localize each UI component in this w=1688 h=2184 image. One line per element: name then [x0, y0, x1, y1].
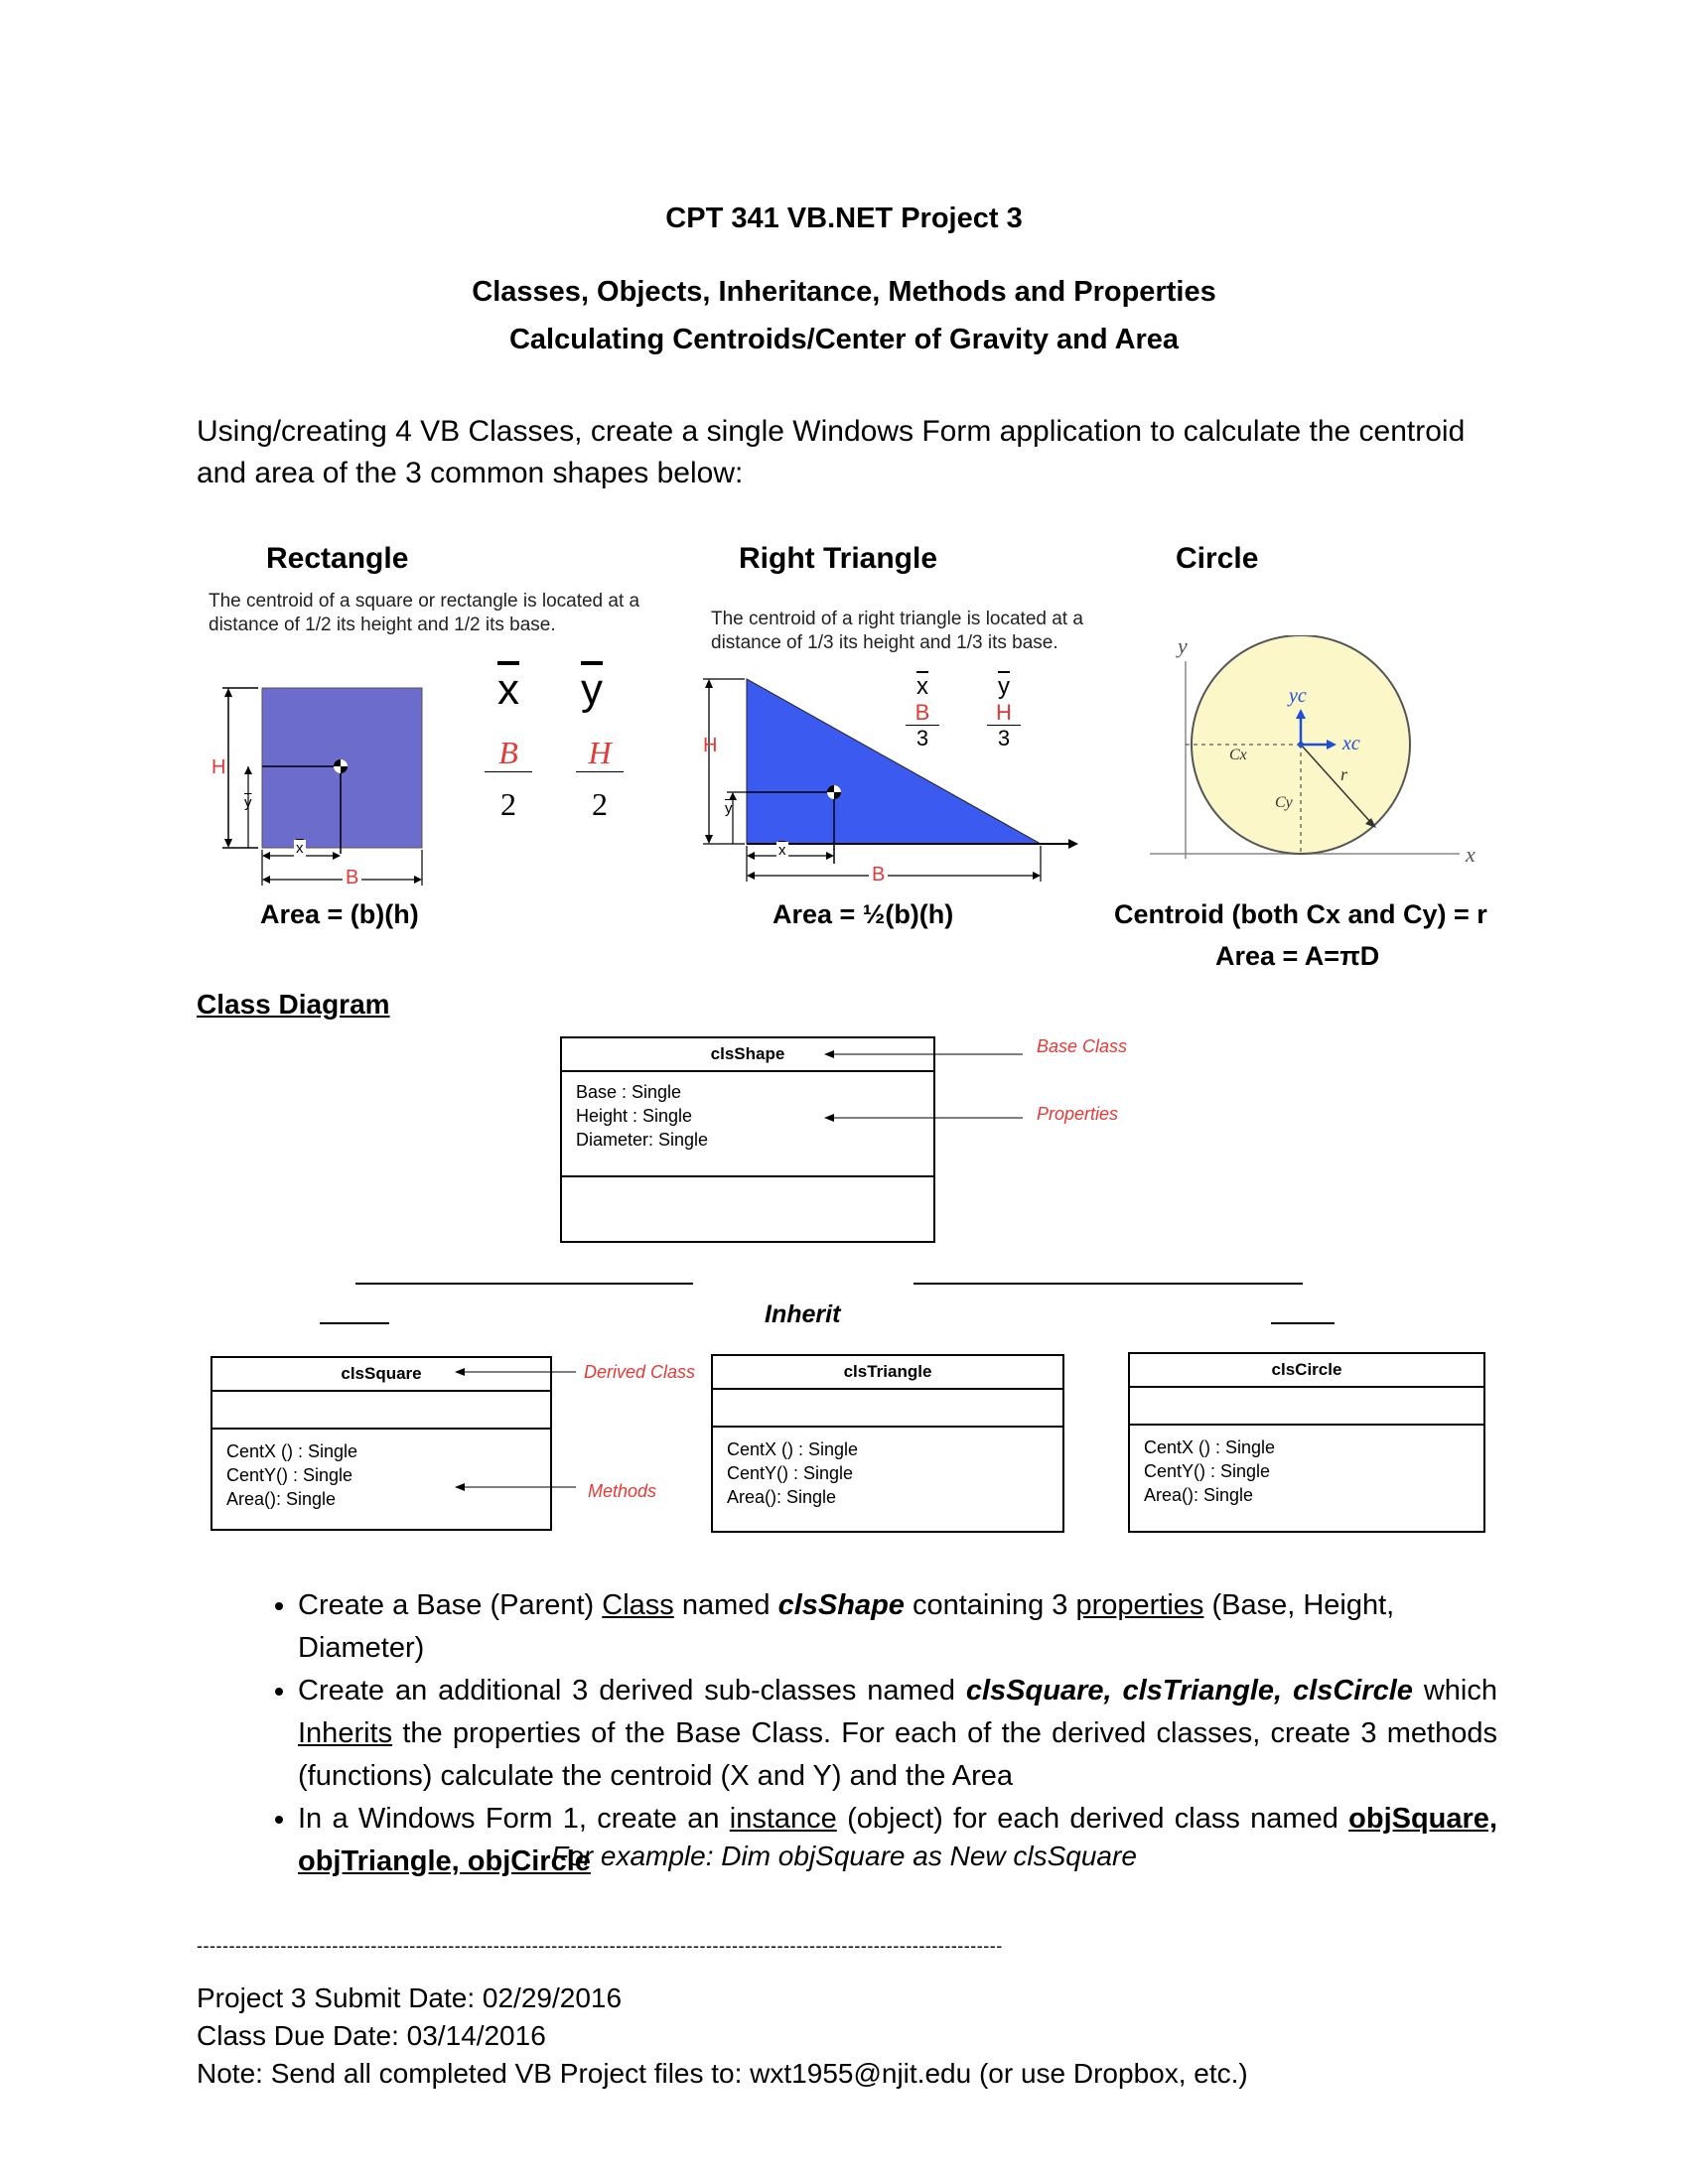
uml-method: CentX () : Single: [226, 1441, 358, 1461]
uml-method: CentY() : Single: [226, 1465, 353, 1485]
circle-label-cx: Cx: [1229, 747, 1247, 763]
rectangle-y-denominator: 2: [592, 786, 608, 822]
rectangle-label-xbar: $\overline{x}$: [296, 840, 304, 857]
requirements-list: [197, 1584, 1497, 1883]
class-diagram-heading: Class Diagram: [197, 989, 390, 1020]
bold-underlined-text: objSquare, objTriangle, objCircle: [298, 1803, 1497, 1877]
bullet-item: [298, 1670, 1497, 1798]
uml-derived-class-clstriangle: [711, 1354, 1064, 1533]
text-span: Create an additional 3 derived sub-classes named: [298, 1675, 966, 1706]
circle-label-cy: Cy: [1275, 794, 1293, 811]
uml-class-name: clsSquare: [341, 1364, 422, 1383]
text-span: Create a Base (Parent): [298, 1589, 603, 1621]
rectangle-caption: The centroid of a square or rectangle is located at a distance of 1/2 its height and 1/2 its base.: [209, 591, 640, 635]
text-span: (Base, Height, Diameter): [298, 1589, 1395, 1664]
bullet-item: [298, 1584, 1497, 1670]
example-line: For example: Dim objSquare as New clsSquare: [551, 1841, 1137, 1871]
bold-italic-text: clsSquare, clsTriangle, clsCircle: [965, 1675, 1413, 1706]
page-title: CPT 341 VB.NET Project 3: [665, 203, 1023, 234]
uml-class-name: clsTriangle: [843, 1362, 932, 1381]
text-span: (object) for each derived class named: [836, 1803, 1349, 1835]
uml-method: CentY() : Single: [727, 1463, 854, 1483]
uml-property: Diameter: Single: [576, 1130, 709, 1150]
uml-property: Base : Single: [576, 1082, 682, 1102]
text-span: which: [1412, 1675, 1497, 1706]
due-date: Class Due Date: 03/14/2016: [197, 2020, 546, 2051]
triangle-ybar-symbol: $\overline{y}$: [998, 673, 1010, 700]
submission-note: Note: Send all completed VB Project files to: wxt1955@njit.edu (or use Dropbox, etc.): [197, 2058, 1248, 2089]
underlined-text: instance: [729, 1803, 837, 1835]
triangle-x-denominator: 3: [915, 726, 929, 751]
circle-axis-y: y: [1178, 633, 1188, 658]
circle-label-yc: yc: [1289, 685, 1307, 707]
page-subtitle-2: Calculating Centroids/Center of Gravity and Area: [508, 324, 1180, 355]
triangle-label-b: B: [869, 864, 888, 887]
underlined-text: Class: [602, 1589, 674, 1621]
circle-area: Area = A=πD: [1215, 941, 1380, 971]
rectangle-y-numerator: H: [576, 735, 624, 772]
triangle-label-xbar: $\overline{x}$: [778, 842, 786, 859]
page-subtitle-1: Classes, Objects, Inheritance, Methods and Properties: [472, 276, 1216, 308]
rectangle-area: Area = (b)(h): [260, 899, 419, 929]
text-span: the properties of the Base Class. For each of the derived classes, create 3 methods (functions) calculate the centroid (X and Y) and the Area: [298, 1717, 1497, 1792]
uml-method: CentY() : Single: [1144, 1461, 1271, 1481]
uml-method: Area(): Single: [226, 1489, 337, 1509]
base-class-annotation: Base Class: [1037, 1036, 1128, 1056]
rectangle-figure: [199, 675, 635, 898]
uml-class-name: clsShape: [710, 1044, 785, 1063]
methods-annotation: Methods: [588, 1481, 657, 1501]
text-span: named: [673, 1589, 778, 1621]
uml-method: CentX () : Single: [727, 1439, 859, 1459]
triangle-area: Area = ½(b)(h): [773, 899, 954, 929]
triangle-y-numerator: H: [987, 701, 1021, 726]
text-span: In a Windows Form 1, create an: [298, 1803, 730, 1835]
underlined-text: properties: [1075, 1589, 1204, 1621]
underlined-text: Inherits: [298, 1717, 393, 1749]
circle-label-xc: xc: [1342, 733, 1360, 754]
intro-paragraph: Using/creating 4 VB Classes, create a single Windows Form application to calculate the centroid and area of the 3 common shapes below:: [197, 415, 1466, 489]
uml-property: Height : Single: [576, 1106, 693, 1126]
derived-annotation-arrows: [453, 1360, 582, 1499]
uml-method: Area(): Single: [727, 1487, 837, 1507]
derived-class-annotation: Derived Class: [584, 1362, 696, 1382]
properties-annotation: Properties: [1037, 1104, 1119, 1124]
uml-method: Area(): Single: [1144, 1485, 1254, 1505]
base-annotation-arrows: [824, 1042, 1033, 1122]
text-span: containing 3: [904, 1589, 1076, 1621]
circle-axis-x: x: [1466, 842, 1476, 867]
submit-date: Project 3 Submit Date: 02/29/2016: [197, 1982, 623, 2013]
circle-centroid-text: Centroid (both Cx and Cy) = r: [1114, 899, 1487, 929]
rectangle-ybar-symbol: $\overline{y}$: [581, 665, 603, 714]
rectangle-x-denominator: 2: [500, 786, 516, 822]
triangle-figure: [685, 665, 1102, 893]
triangle-xbar-symbol: $\overline{x}$: [916, 673, 928, 700]
triangle-label-ybar: $\overline{y}$: [725, 800, 733, 817]
circle-label-r: r: [1340, 764, 1348, 784]
bold-italic-text: clsShape: [777, 1589, 905, 1621]
rectangle-xbar-symbol: $\overline{x}$: [497, 665, 519, 714]
triangle-caption: The centroid of a right triangle is located at a distance of 1/3 its height and 1/3 its base.: [711, 609, 1083, 653]
uml-class-name: clsCircle: [1271, 1360, 1342, 1379]
uml-method: CentX () : Single: [1144, 1437, 1276, 1457]
footer-divider: -----------------------------------------------------------------------------------------------------------------------------: [197, 1936, 1003, 1956]
uml-derived-class-clscircle: [1128, 1352, 1485, 1533]
circle-figure: [1142, 635, 1499, 874]
rectangle-title: Rectangle: [266, 542, 409, 575]
inherit-line-left: [355, 1283, 693, 1285]
triangle-x-numerator: B: [906, 701, 939, 726]
rectangle-label-ybar: $\overline{y}$: [244, 794, 252, 811]
inherit-label: Inherit: [765, 1300, 841, 1328]
rectangle-label-b: B: [343, 867, 361, 889]
rectangle-label-h: H: [211, 756, 226, 778]
inherit-tick-right: [1271, 1322, 1335, 1324]
inherit-tick-left: [320, 1322, 389, 1324]
inherit-line-right: [914, 1283, 1303, 1285]
triangle-y-denominator: 3: [997, 726, 1011, 751]
circle-title: Circle: [1176, 542, 1259, 575]
rectangle-x-numerator: B: [485, 735, 532, 772]
triangle-title: Right Triangle: [739, 542, 938, 575]
triangle-label-h: H: [703, 735, 718, 756]
